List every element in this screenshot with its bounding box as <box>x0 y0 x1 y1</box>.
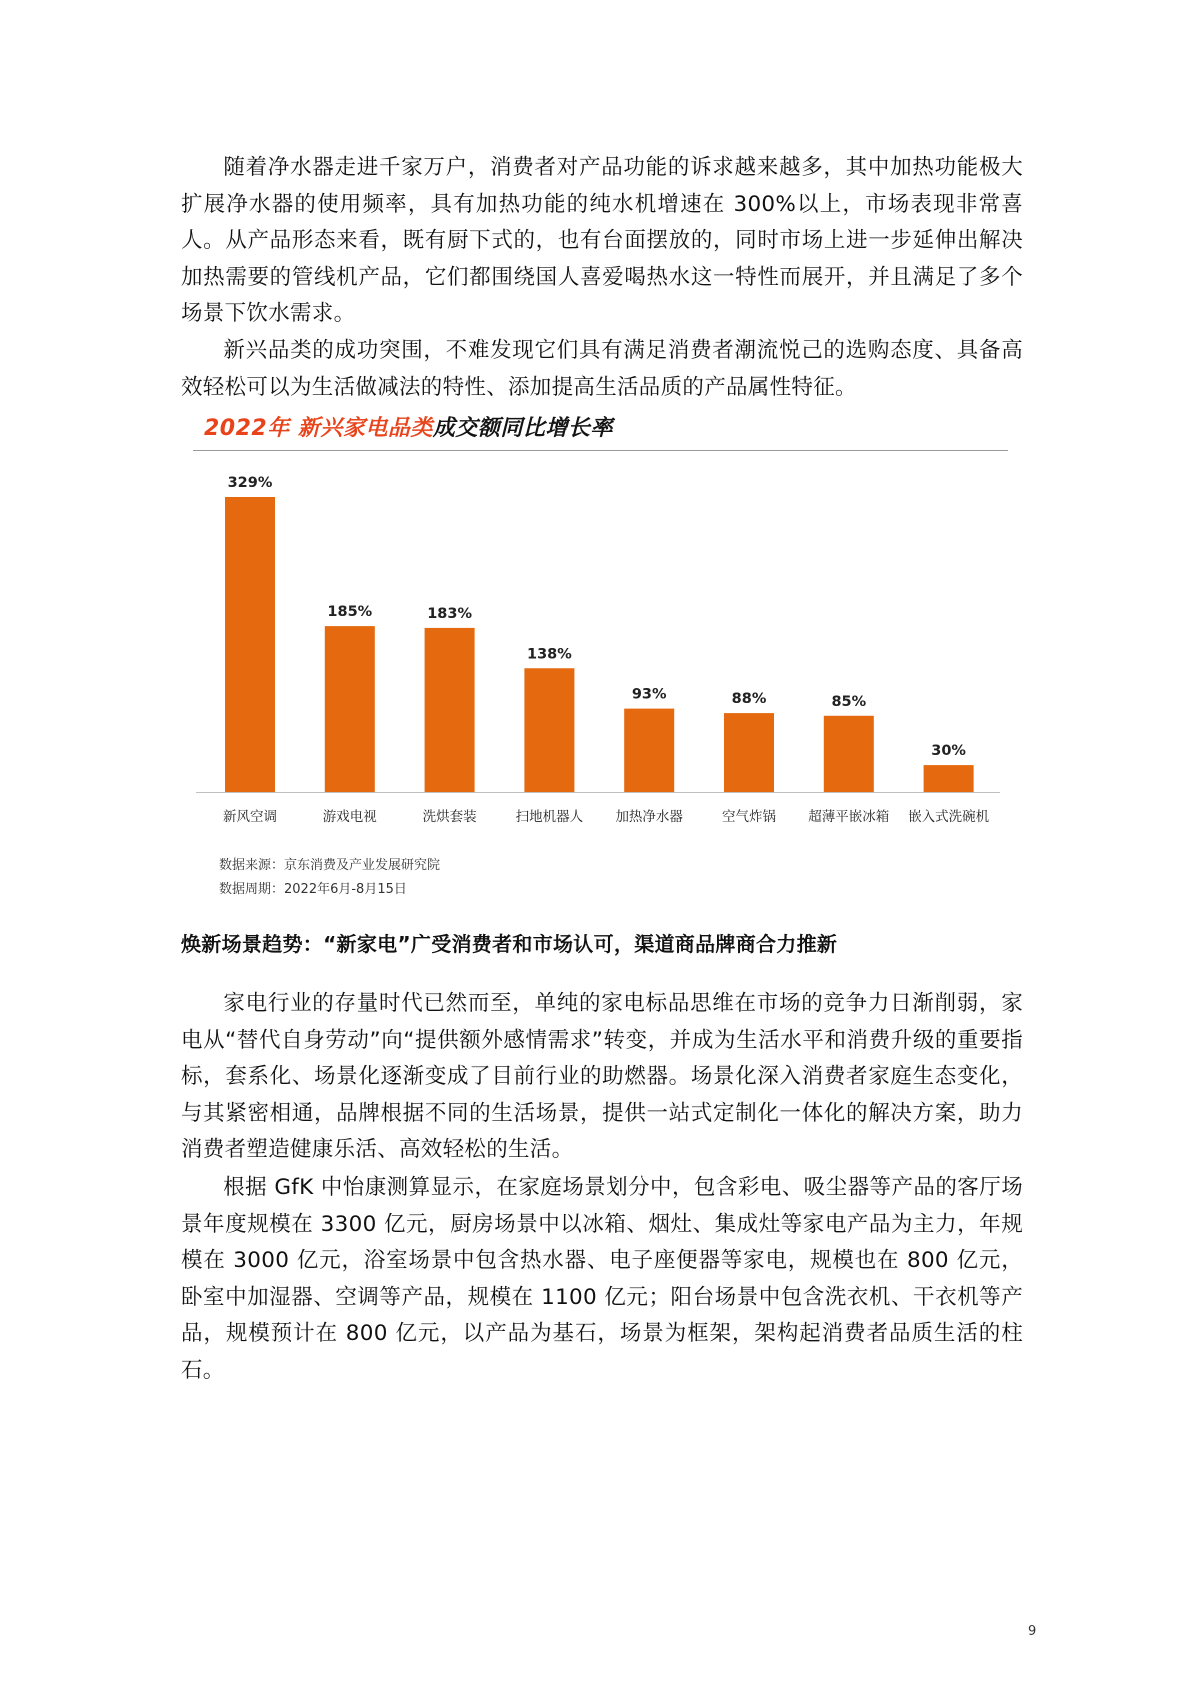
chart-data-label: 85% <box>831 693 867 710</box>
chart-category-label: 超薄平嵌冰箱 <box>808 809 890 825</box>
chart-data-label: 185% <box>327 604 373 621</box>
chart-category-label: 游戏电视 <box>322 809 377 825</box>
page-number: 9 <box>1028 1624 1037 1639</box>
chart-bar <box>624 709 674 792</box>
chart-bar <box>425 628 475 792</box>
chart-data-label: 329% <box>227 475 273 491</box>
paragraph-text: 家电行业的存量时代已然而至，单纯的家电标品思维在市场的竞争力日渐削弱，家电从“替代自身劳动”向“提供额外感情需求”转变，并成为生活水平和消费升级的重要指标，套系化、场景化逐渐变成了目前行业的助燃器。场景化深入消费者家庭生态变化，与其紧密相通，品牌根据不同的生活场景，提供一站式定制化一体化的解决方案，助力消费者塑造健康乐活、高效轻松的生活。 <box>181 991 1023 1163</box>
chart-category-label: 嵌入式洗碗机 <box>908 809 990 825</box>
chart-bar <box>325 626 375 792</box>
chart-bar <box>724 713 774 792</box>
paragraph-text: 随着净水器走进千家万户，消费者对产品功能的诉求越来越多，其中加热功能极大扩展净水器的使用频率，具有加热功能的纯水机增速在 300%以上，市场表现非常喜人。从产品形态来看，既有厨下式的，也有台面摆放的，同时市场上进一步延伸出解决加热需要的管线机产品，它们都围绕国人喜爱喝热水这一特性而展开，并且满足了多个场景下饮水需求。 <box>181 155 1023 327</box>
chart-bar <box>824 716 874 792</box>
chart-category-label: 洗烘套装 <box>422 809 477 825</box>
paragraph-gfk-data <box>181 1170 1023 1390</box>
paragraph-text: 新兴品类的成功突围，不难发现它们具有满足消费者潮流悦己的选购态度、具备高效轻松可以为生活做减法的特性、添加提高生活品质的产品属性特征。 <box>181 338 1023 400</box>
chart-category-label: 新风空调 <box>223 809 277 825</box>
chart-data-label: 183% <box>427 605 472 622</box>
chart-data-label: 138% <box>527 646 572 663</box>
chart-data-label: 30% <box>931 743 966 760</box>
chart-bar <box>924 765 974 792</box>
chart-data-label: 88% <box>731 691 767 708</box>
chart-data-label: 93% <box>631 686 667 703</box>
chart-bar <box>524 668 574 792</box>
chart-category-label: 扫地机器人 <box>515 809 584 825</box>
paragraph-text: 根据 GfK 中怡康测算显示，在家庭场景划分中，包含彩电、吸尘器等产品的客厅场景年度规模在 3300 亿元，厨房场景中以冰箱、烟灶、集成灶等家电产品为主力，年规模在 3000 亿元，浴室场景中包含热水器、电子座便器等家电，规模也在 800 亿元，卧室中加湿器、空调等产品，规模在 1100 亿元；阳台场景中包含洗衣机、干衣机等产品，规模预计在 800 亿元，以产品为基石，场景为框架，架构起消费者品质生活的柱石。 <box>181 1175 1023 1383</box>
chart-bar <box>225 497 275 792</box>
chart-category-label: 空气炸锅 <box>722 809 776 825</box>
chart-source: 数据来源：京东消费及产业发展研究院 <box>219 858 441 873</box>
chart-title-highlight: 2022年 新兴家电品类 <box>204 416 433 441</box>
chart-title-rest: 成交额同比增长率 <box>432 416 613 441</box>
chart-category-label: 加热净水器 <box>615 809 683 825</box>
chart-period: 数据周期：2022年6月-8月15日 <box>219 882 407 897</box>
section-heading: 焕新场景趋势：“新家电”广受消费者和市场认可，渠道商品牌商合力推新 <box>181 932 838 956</box>
paragraph-scenario-trend <box>181 986 1023 1169</box>
